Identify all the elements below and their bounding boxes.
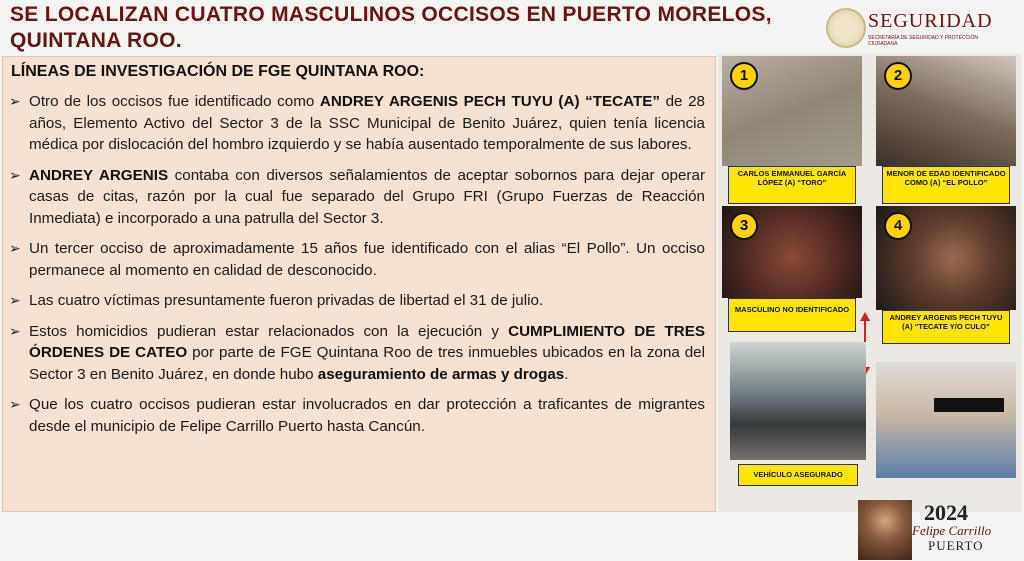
arrow-bullet-icon: ➢ <box>9 166 21 183</box>
bullet-bold: ANDREY ARGENIS <box>29 166 169 184</box>
bullet-text: Un tercer occiso de aproximadamente 15 años fue identificado con el alias “El Pollo”. Un occiso permanece al momento en calidad de desconocido. <box>29 240 705 279</box>
arrow-bullet-icon: ➢ <box>9 322 21 339</box>
eye-censor-bar <box>934 398 1004 412</box>
bullet-item <box>3 394 715 437</box>
bullet-text: Las cuatro víctimas presuntamente fueron privadas de libertad el 31 de julio. <box>29 292 544 309</box>
investigation-panel <box>2 56 716 512</box>
victim-photo-1 <box>722 56 862 166</box>
photo-caption-1: CARLOS EMMANUEL GARCÍA LÓPEZ (A) “TORO” <box>728 166 856 204</box>
logo-place: PUERTO <box>928 538 984 553</box>
bullet-bold: CUMPLIMIENTO DE TRES ÓRDENES DE CATEO <box>29 322 705 361</box>
number-badge: 2 <box>884 62 912 90</box>
bullet-item <box>3 238 715 281</box>
photo-caption-2: MENOR DE EDAD IDENTIFICADO COMO (A) “EL POLLO” <box>882 166 1010 204</box>
portrait-icon <box>858 500 912 560</box>
portrait-photo <box>876 362 1016 478</box>
photo-caption-4: ANDREY ARGENIS PECH TUYU (A) “TECATE Y/O CULO” <box>882 310 1010 344</box>
vehicle-photo <box>730 342 866 460</box>
bullet-text: Otro de los occisos fue identificado como <box>29 93 320 110</box>
bullet-text: Que los cuatro occisos pudieran estar involucrados en dar protección a traficantes de migrantes desde el municipio de Felipe Carrillo Puerto hasta Cancún. <box>29 396 705 435</box>
bullet-bold: ANDREY ARGENIS PECH TUYU (A) “TECATE” <box>319 93 660 110</box>
vehicle-caption: VEHÍCULO ASEGURADO <box>738 464 858 486</box>
victim-photo-2 <box>876 56 1016 166</box>
bullet-bold: aseguramiento de armas y drogas <box>317 365 565 383</box>
number-badge: 1 <box>730 62 758 90</box>
logo-subtitle: SECRETARÍA DE SEGURIDAD Y PROTECCIÓN CIUDADANA <box>868 35 979 47</box>
arrow-bullet-icon: ➢ <box>9 396 21 412</box>
bullet-item <box>3 165 715 230</box>
bullet-text: Estos homicidios pudieran estar relacionados con la ejecución y <box>29 322 509 340</box>
arrow-bullet-icon: ➢ <box>9 292 21 308</box>
victim-photo-3 <box>722 206 862 298</box>
panel-heading: LÍNEAS DE INVESTIGACIÓN DE FGE QUINTANA ROO: <box>11 63 425 80</box>
photo-caption-3: MASCULINO NO IDENTIFICADO <box>728 298 856 332</box>
bullet-list <box>3 91 715 446</box>
municipal-logo <box>858 498 1024 561</box>
bullet-text: de 28 años, Elemento Activo del Sector 3 de la SSC Municipal de Benito Juárez, quien tenía licencia médica por dislocación del hombro izquierdo y se había ausentado temporalmente de sus labores. <box>29 93 705 153</box>
arrow-bullet-icon: ➢ <box>9 93 21 109</box>
number-badge: 3 <box>730 212 758 240</box>
logo-name: Felipe Carrillo <box>912 523 992 538</box>
bullet-item <box>3 321 715 386</box>
bullet-text: por parte de FGE Quintana Roo de tres inmuebles ubicados en la zona del Sector 3 en Benito Juárez, en donde hubo <box>29 344 705 383</box>
seal-icon <box>826 8 866 48</box>
bullet-text: contaba con diversos señalamientos de aceptar sobornos para dejar operar casas de citas, razón por la cual fue separado del Grupo FRI (Grupo Fuerzas de Reacción Inmediata) e incorporado a una patrulla del Sector 3. <box>29 166 705 227</box>
bullet-item <box>3 91 715 156</box>
seguridad-logo <box>826 8 1016 48</box>
logo-wordmark: SEGURIDAD <box>868 10 993 32</box>
logo-year: 2024 <box>924 500 968 525</box>
victim-photo-4 <box>876 206 1016 310</box>
page-title: SE LOCALIZAN CUATRO MASCULINOS OCCISOS EN PUERTO MORELOS, QUINTANA ROO. <box>10 3 772 52</box>
bullet-text: . <box>564 365 569 383</box>
arrow-bullet-icon: ➢ <box>9 240 21 256</box>
bullet-item <box>3 290 715 312</box>
number-badge: 4 <box>884 212 912 240</box>
